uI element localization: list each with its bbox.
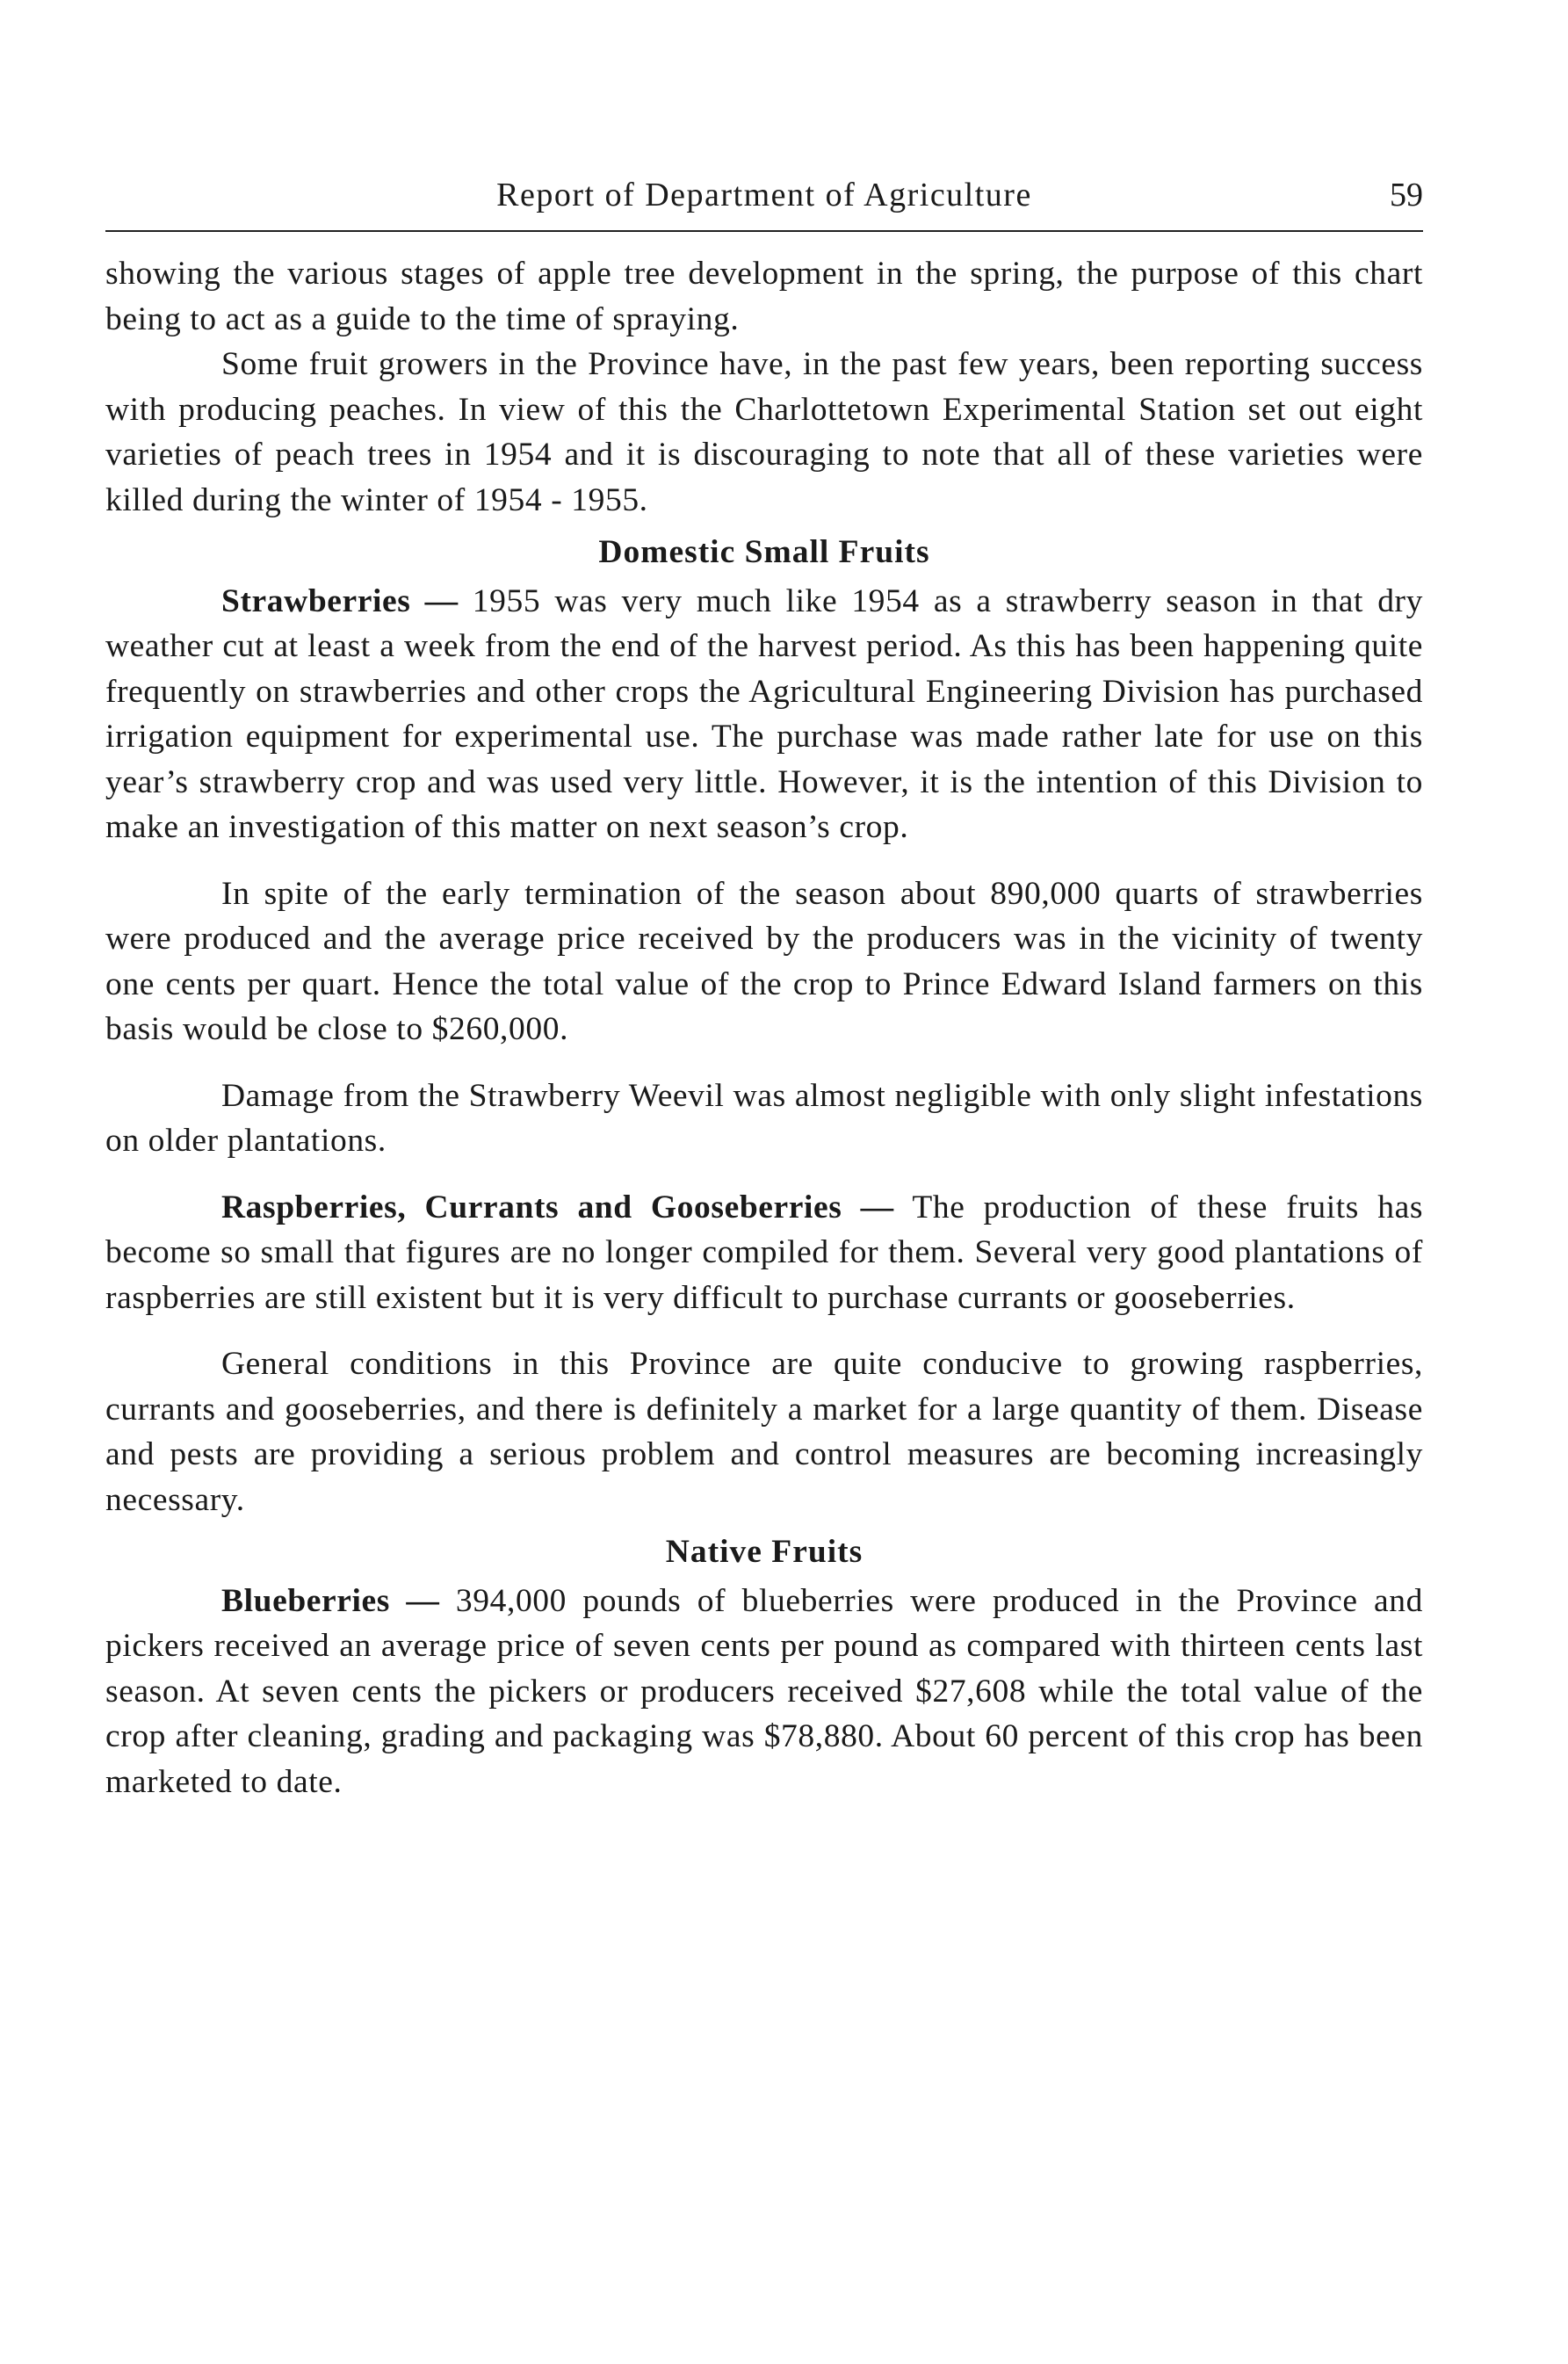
heading-domestic-small-fruits: Domestic Small Fruits bbox=[598, 534, 930, 570]
blueberries-text: 394,000 pounds of blueberries were produced in the Province and pickers received an average price of seven cents per pound as compared with thirteen cents last season. At seven cents the pickers or producers received $27,608 while the total value of the crop after cleaning, grading and packaging was $78,880. About 60 percent of this crop has been marketed to date. bbox=[105, 1582, 1423, 1800]
paragraph-strawberries bbox=[105, 579, 1423, 850]
paragraph-peaches: Some fruit growers in the Province have, in the past few years, been reporting success with producing peaches. In view of this the Charlottetown Experimental Station set out eight varieties of peach trees in 1954 and it is discouraging to note that all of these varieties were killed during the winter of 1954 - 1955. bbox=[105, 346, 1423, 518]
paragraph-blueberries bbox=[105, 1579, 1423, 1805]
document-page bbox=[105, 167, 1423, 1804]
strawberries-text: 1955 was very much like 1954 as a strawberry season in that dry weather cut at least a week from the end of the harvest period. As this has been happening quite frequently on strawberries and other crops the Agricultural Engineering Division has purchased irrigation equipment for experimental use. The purchase was made rather late for use on this year’s strawberry crop and was used very little. However, it is the intention of this Division to make an investigation of this matter on next season’s crop. bbox=[105, 582, 1423, 845]
paragraph-weevil: Damage from the Strawberry Weevil was almost negligible with only slight infestations on older plantations. bbox=[105, 1077, 1423, 1159]
page-number: 59 bbox=[1390, 177, 1423, 213]
body-text bbox=[105, 251, 1423, 1804]
raspberries-text: The production of these fruits has become so small that figures are no longer compiled for them. Several very good plantations of raspberries are still existent but it is very difficult to purchase currants or gooseberries. bbox=[105, 1189, 1424, 1316]
paragraph-apple-chart: showing the various stages of apple tree development in the spring, the purpose of this chart being to act as a guide to the time of spraying. bbox=[105, 256, 1423, 337]
running-title: Report of Department of Agriculture bbox=[496, 177, 1032, 213]
running-header bbox=[105, 167, 1423, 232]
blueberries-lead: Blueberries — bbox=[221, 1582, 440, 1619]
heading-native-fruits: Native Fruits bbox=[665, 1534, 863, 1570]
strawberries-lead: Strawberries — bbox=[221, 582, 459, 619]
raspberries-lead: Raspberries, Currants and Gooseberries — bbox=[221, 1189, 894, 1225]
paragraph-raspberries bbox=[105, 1185, 1423, 1321]
paragraph-strawberry-value: In spite of the early termination of the season about 890,000 quarts of strawberries were produced and the average price received by the producers was in the vicinity of twenty one cents per quart. Hence the total value of the crop to Prince Edward Island farmers on this basis would be close to $260,000. bbox=[105, 875, 1423, 1047]
paragraph-general-conditions: General conditions in this Province are quite conducive to growing raspberries, currants and gooseberries, and there is definitely a market for a large quantity of them. Disease and pests are providing a serious problem and control measures are becoming increasingly necessary. bbox=[105, 1346, 1423, 1518]
